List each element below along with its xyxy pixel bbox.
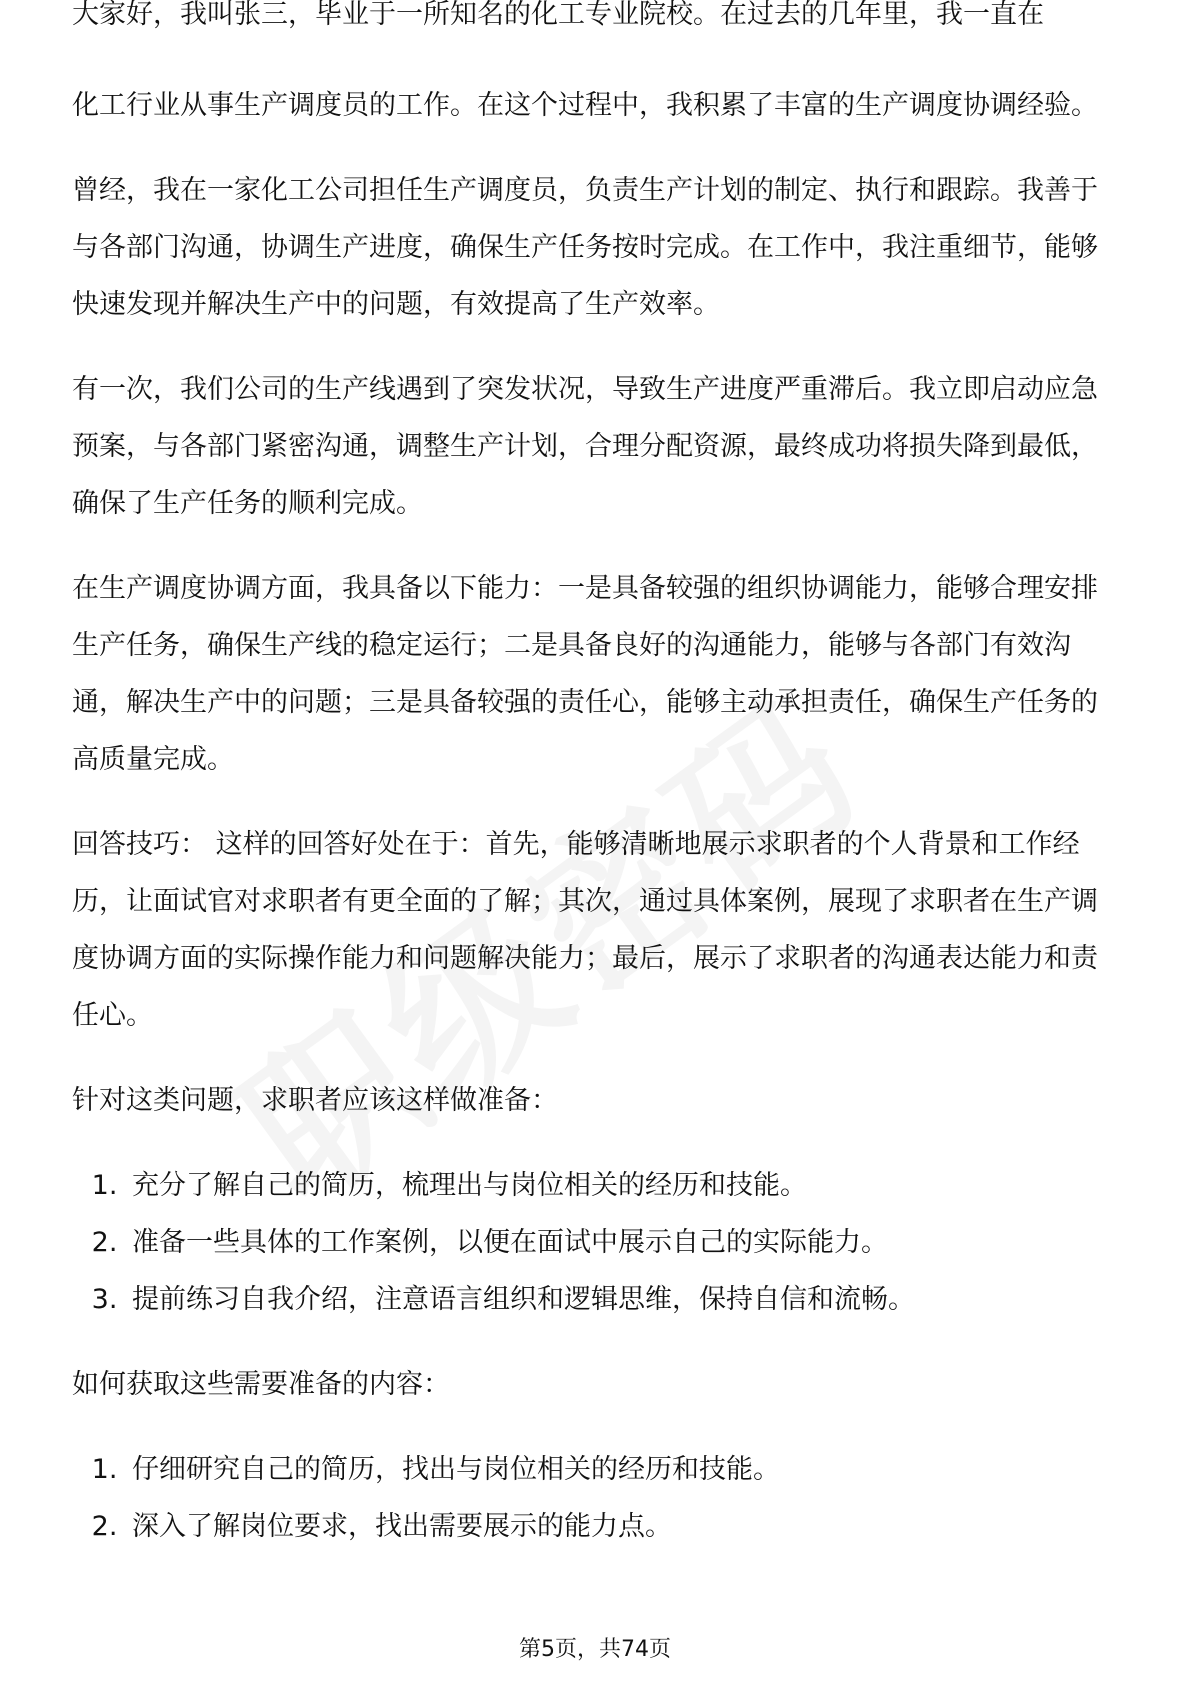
list-item: 3. 提前练习自我介绍，注意语言组织和逻辑思维，保持自信和流畅。 <box>126 1271 1122 1328</box>
abilities-paragraph: 在生产调度协调方面，我具备以下能力：一是具备较强的组织协调能力，能够合理安排生产任务，确保生产线的稳定运行；二是具备良好的沟通能力，能够与各部门有效沟通，解决生产中的问题；三是具备较强的责任心，能够主动承担责任，确保生产任务的高质量完成。 <box>72 573 1098 775</box>
obtain-heading: 如何获取这些需要准备的内容： <box>72 1369 450 1400</box>
preparation-heading: 针对这类问题，求职者应该这样做准备： <box>72 1085 558 1116</box>
experience-paragraph: 曾经，我在一家化工公司担任生产调度员，负责生产计划的制定、执行和跟踪。我善于与各部门沟通，协调生产进度，确保生产任务按时完成。在工作中，我注重细节，能够快速发现并解决生产中的问题，有效提高了生产效率。 <box>72 175 1098 320</box>
obtain-list <box>72 1441 1122 1555</box>
list-item: 2. 深入了解岗位要求，找出需要展示的能力点。 <box>126 1498 1122 1555</box>
list-item: 1. 充分了解自己的简历，梳理出与岗位相关的经历和技能。 <box>126 1157 1122 1214</box>
preparation-list <box>72 1157 1122 1328</box>
page-number: 第5页，共74页 <box>519 1637 671 1662</box>
intro-paragraph <box>72 0 1122 134</box>
list-item: 1. 仔细研究自己的简历，找出与岗位相关的经历和技能。 <box>126 1441 1122 1498</box>
cut-off-line: 大家好，我叫张三，毕业于一所知名的化工专业院校。在过去的几年里，我一直在 <box>72 0 1044 30</box>
answer-tips-paragraph: 回答技巧： 这样的回答好处在于：首先，能够清晰地展示求职者的个人背景和工作经历，让面试官对求职者有更全面的了解；其次，通过具体案例，展现了求职者在生产调度协调方面的实际操作能力和问题解决能力；最后，展示了求职者的沟通表达能力和责任心。 <box>72 829 1098 1031</box>
intro-paragraph-text: 化工行业从事生产调度员的工作。在这个过程中，我积累了丰富的生产调度协调经验。 <box>72 90 1098 121</box>
document-body <box>72 0 1122 1583</box>
case-paragraph: 有一次，我们公司的生产线遇到了突发状况，导致生产进度严重滞后。我立即启动应急预案，与各部门紧密沟通，调整生产计划，合理分配资源，最终成功将损失降到最低，确保了生产任务的顺利完成。 <box>72 374 1098 519</box>
list-item: 2. 准备一些具体的工作案例，以便在面试中展示自己的实际能力。 <box>126 1214 1122 1271</box>
